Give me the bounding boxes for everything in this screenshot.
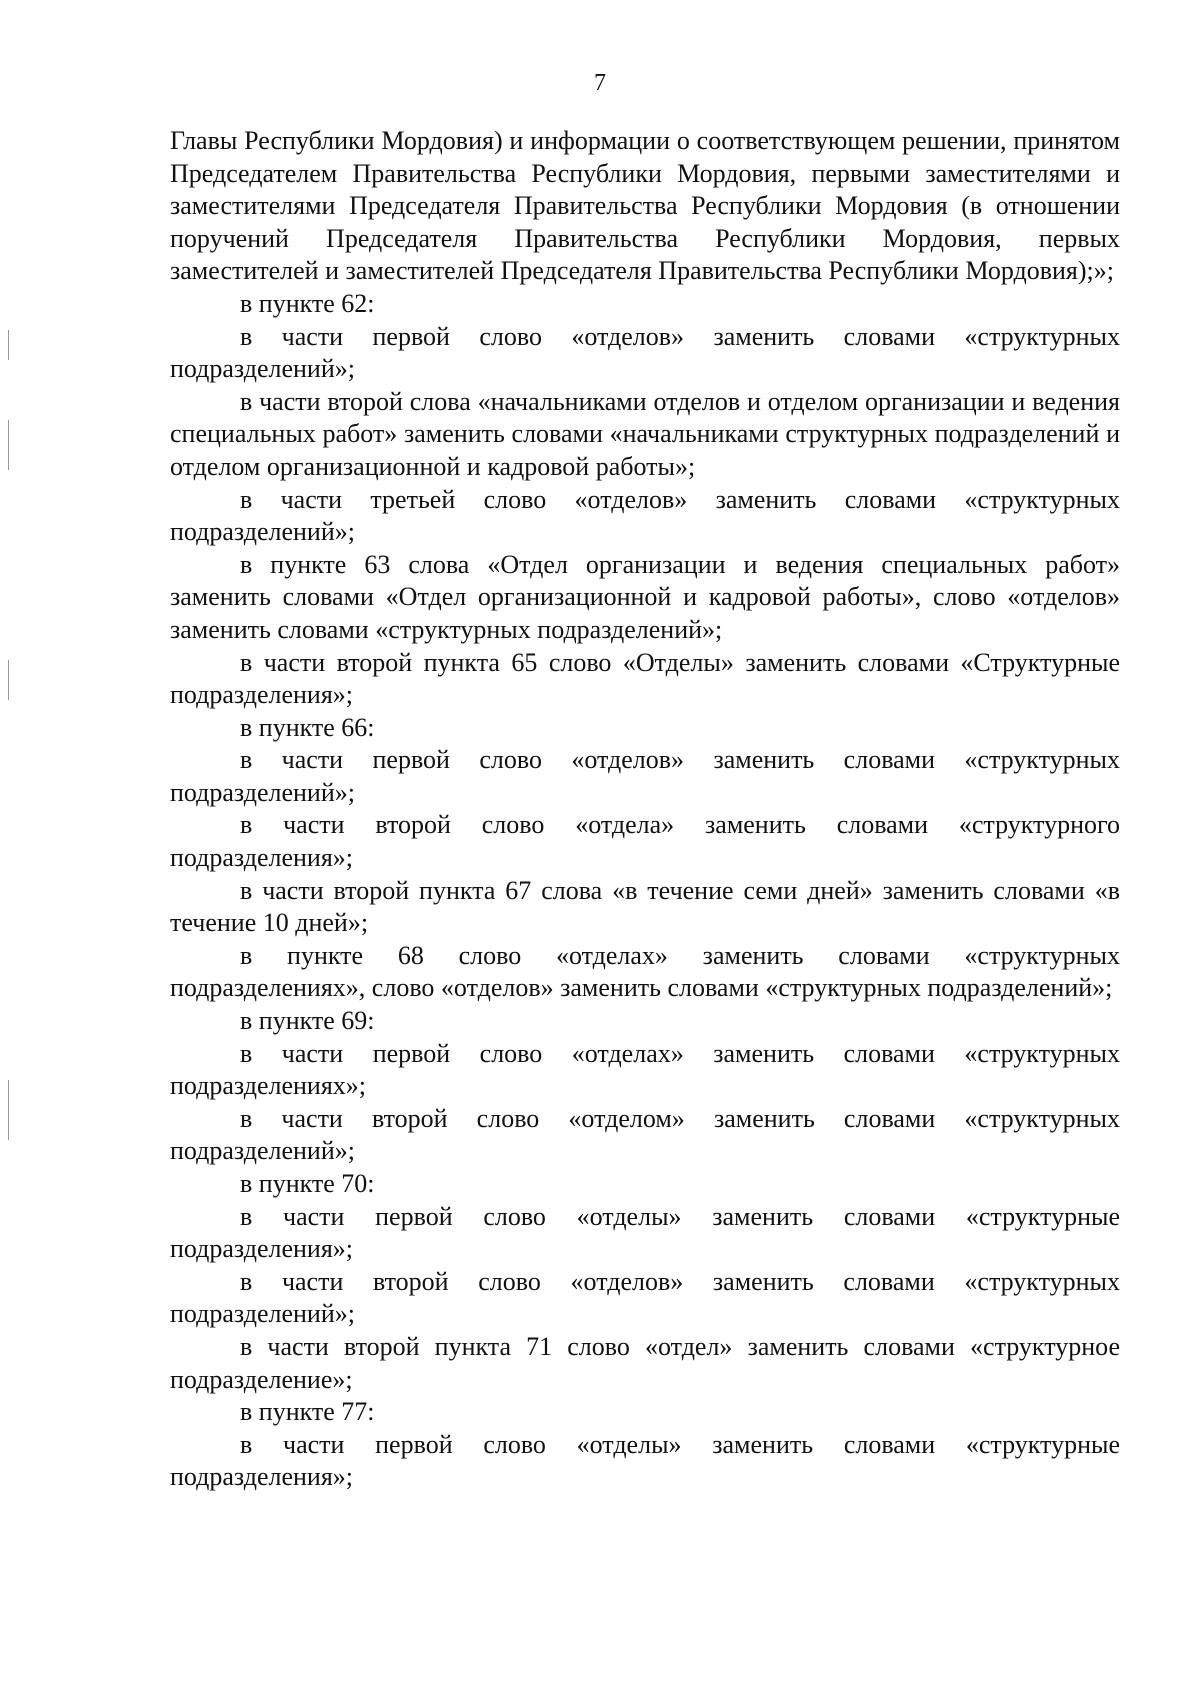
paragraph: в части второй пункта 65 слово «Отделы» заменить словами «Структурные подразделения»;	[170, 647, 1120, 710]
paragraph: в пункте 69:	[240, 1006, 375, 1036]
scan-margin-mark	[8, 420, 9, 470]
paragraph: в части второй пункта 71 слово «отдел» заменить словами «структурное подразделение»;	[170, 1331, 1120, 1394]
scan-margin-mark	[8, 330, 9, 360]
document-body	[170, 125, 1120, 1494]
paragraph: в пункте 77:	[240, 1397, 375, 1427]
paragraph: в пункте 62:	[240, 288, 375, 318]
scan-margin-mark	[8, 660, 9, 700]
scan-margin-mark	[8, 1080, 9, 1140]
paragraph: в пункте 68 слово «отделах» заменить словами «структурных подразделениях», слово «отделов» заменить словами «структурных подразделений»;	[170, 940, 1120, 1003]
paragraph: в части второй пункта 67 слова «в течение семи дней» заменить словами «в течение 10 дней»;	[170, 875, 1120, 938]
paragraph: в пункте 66:	[240, 712, 375, 742]
page-number: 7	[594, 70, 606, 96]
paragraph: в части второй слово «отдела» заменить словами «структурного подразделения»;	[170, 810, 1120, 873]
paragraph: в части второй слова «начальниками отделов и отделом организации и ведения специальных работ» заменить словами «начальниками структурных подразделений и отделом организационной и кадровой работы»;	[170, 386, 1120, 481]
paragraph: в пункте 63 слова «Отдел организации и ведения специальных работ» заменить словами «Отдел организационной и кадровой работы», слово «отделов» заменить словами «структурных подразделений»;	[170, 549, 1120, 644]
paragraph: Главы Республики Мордовия) и информации о соответствующем решении, принятом Председателем Правительства Республики Мордовия, первыми заместителями и заместителями Председателя Правительства Республики Мордовия (в отношении поручений Председателя Правительства Республики Мордовия, первых заместителей и заместителей Председателя Правительства Республики Мордовия);»;	[170, 126, 1120, 286]
paragraph: в части первой слово «отделов» заменить словами «структурных подразделений»;	[170, 745, 1120, 807]
paragraph: в части второй слово «отделом» заменить словами «структурных подразделений»;	[170, 1103, 1120, 1166]
paragraph: в части первой слово «отделов» заменить словами «структурных подразделений»;	[170, 321, 1120, 384]
paragraph: в части третьей слово «отделов» заменить словами «структурных подразделений»;	[170, 484, 1120, 547]
paragraph: в части первой слово «отделы» заменить словами «структурные подразделения»;	[170, 1201, 1120, 1264]
paragraph: в части первой слово «отделах» заменить словами «структурных подразделениях»;	[170, 1038, 1120, 1101]
paragraph: в пункте 70:	[240, 1169, 375, 1198]
paragraph: в части первой слово «отделы» заменить словами «структурные подразделения»;	[170, 1429, 1120, 1492]
paragraph: в части второй слово «отделов» заменить словами «структурных подразделений»;	[170, 1266, 1120, 1329]
